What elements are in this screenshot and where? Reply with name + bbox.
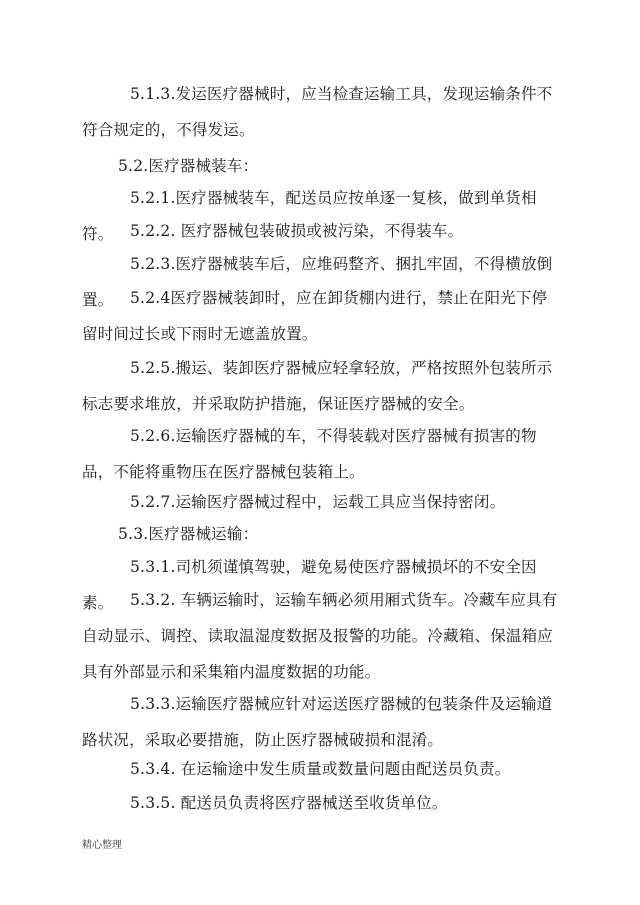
paragraph-5-2-7: 5.2.7.运输医疗器械过程中，运载工具应当保持密闭。 [130,493,506,511]
paragraph-5-3-5: 5.3.5. 配送员负责将医疗器械送至收货单位。 [130,794,448,812]
section-heading-5-3: 5.3.医疗器械运输： [118,525,259,543]
paragraph-5-1-3: 5.1.3.发运医疗器械时，应当检查运输工具，发现运输条件不符合规定的，不得发运。 [82,85,553,139]
paragraph-5-3-3: 5.3.3.运输医疗器械应针对运送医疗器械的包装条件及运输道路状况，采取必要措施，防止医疗器械破损和混淆。 [82,695,553,749]
paragraph-5-2-6: 5.2.6.运输医疗器械的车，不得装载对医疗器械有损害的物品，不能将重物压在医疗器械包装箱上。 [82,427,537,481]
paragraph-5-3-1: 5.3.1.司机须谨慎驾驶，避免易使医疗器械损坏的不安全因素。 [82,558,537,612]
paragraph-5-3-4: 5.3.4. 在运输途中发生质量或数量问题由配送员负责。 [130,760,511,778]
paragraph-5-3-2: 5.3.2. 车辆运输时，运输车辆必须用厢式货车。冷藏车应具有自动显示、调控、读取温湿度数据及报警的功能。冷藏箱、保温箱应具有外部显示和采集箱内温度数据的功能。 [82,591,558,681]
paragraph-5-2-2: 5.2.2. 医疗器械包装破损或被污染，不得装车。 [130,222,464,240]
page-footer-label: 精心整理 [82,840,122,851]
paragraph-5-2-3: 5.2.3.医疗器械装车后，应堆码整齐、捆扎牢固，不得横放倒置。 [82,255,553,309]
paragraph-5-2-1: 5.2.1.医疗器械装车，配送员应按单逐一复核，做到单货相符。 [82,189,537,243]
paragraph-5-2-4: 5.2.4医疗器械装卸时，应在卸货棚内进行，禁止在阳光下停留时间过长或下雨时无遮盖放置。 [82,289,548,343]
paragraph-5-2-5: 5.2.5.搬运、装卸医疗器械应轻拿轻放，严格按照外包装所示标志要求堆放，并采取防护措施，保证医疗器械的安全。 [82,359,553,413]
section-heading-5-2: 5.2.医疗器械装车： [118,157,259,175]
